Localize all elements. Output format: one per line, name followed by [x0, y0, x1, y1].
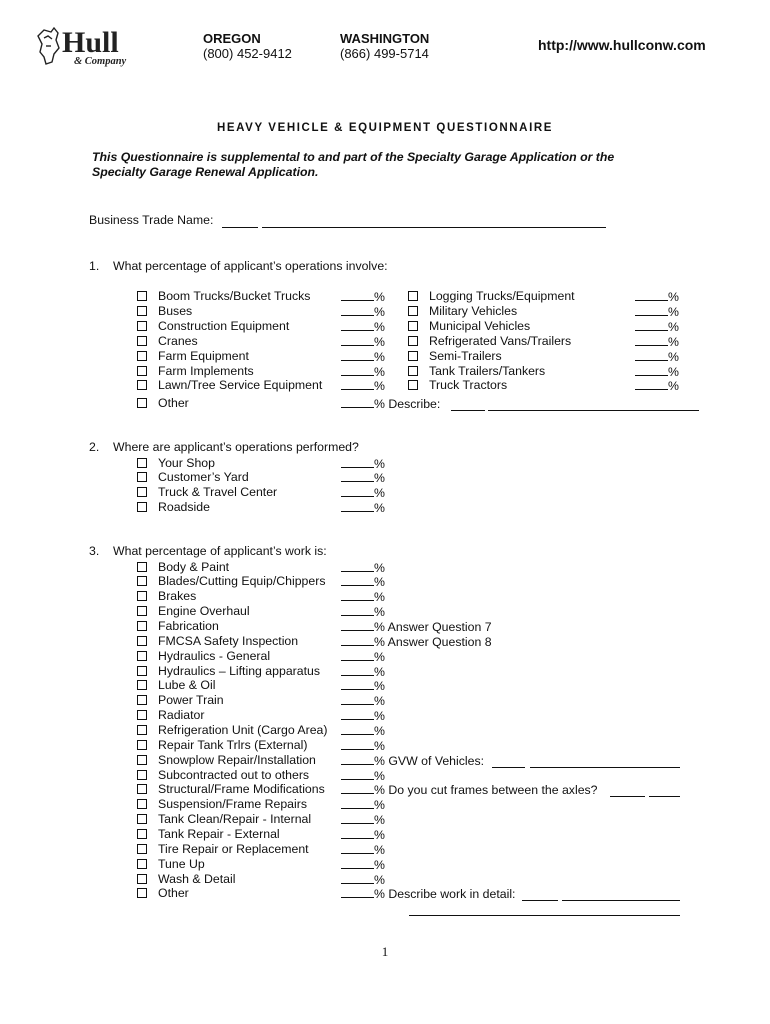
percent-sign: %: [374, 605, 385, 620]
percent-sign: %: [668, 334, 679, 349]
q3-label: Blades/Cutting Equip/Chippers: [158, 574, 326, 589]
q3-percent-field[interactable]: [341, 782, 374, 794]
q1-label: Other: [158, 396, 189, 410]
q1-percent-lawn-tree-service-equipment: [341, 378, 385, 393]
q2-percent-customer-s-yard: [341, 470, 385, 485]
q2-percent-field[interactable]: [341, 500, 374, 512]
q3-percent-tire-repair-or-replacement: [341, 842, 385, 857]
q1-percent-field[interactable]: [341, 334, 374, 346]
percent-sign: %: [374, 887, 385, 902]
q3-label: Refrigeration Unit (Cargo Area): [158, 722, 328, 737]
q3-label: Tire Repair or Replacement: [158, 841, 309, 856]
q3-percent-field[interactable]: [341, 797, 374, 809]
q1-percent-other: [341, 396, 440, 411]
q3-checkbox-structural-frame-modifications[interactable]: [137, 784, 147, 794]
percent-sign: %: [374, 290, 385, 304]
q3-percent-brakes: [341, 589, 385, 604]
q3-label: Hydraulics - General: [158, 648, 271, 663]
q1-checkbox-logging-trucks-equipment[interactable]: [408, 291, 418, 301]
q1-label: Semi-Trailers: [429, 348, 502, 363]
q3-label: FMCSA Safety Inspection: [158, 633, 299, 648]
q3-percent-power-train: [341, 693, 385, 708]
hull-company-logo: [34, 24, 160, 70]
q3-checkbox-tank-clean-repair-internal[interactable]: [137, 814, 147, 824]
q1-number: 1.: [89, 259, 100, 273]
gvw-field[interactable]: [492, 767, 525, 768]
intro-text: This Questionnaire is supplemental to and part of the Specialty Garage Application or the Specialty Garage Renewal Application.: [92, 150, 615, 179]
q3-checkbox-other[interactable]: [137, 888, 147, 898]
business-trade-name-field[interactable]: [222, 227, 258, 228]
q1-describe-field-2[interactable]: [488, 410, 699, 411]
q3-note: Describe work in detail:: [384, 887, 516, 902]
q3-percent-tune-up: [341, 857, 385, 872]
percent-sign: %: [668, 319, 679, 334]
q1-percent-field[interactable]: [341, 319, 374, 331]
percent-sign: %: [374, 456, 385, 471]
q1-percent-military-vehicles: [635, 304, 679, 319]
q1-percent-field[interactable]: [341, 349, 374, 361]
q3-percent-field[interactable]: [341, 723, 374, 735]
q1-checkbox-farm-equipment[interactable]: [137, 351, 147, 361]
q3-checkbox-tune-up[interactable]: [137, 859, 147, 869]
q3-checkbox-repair-tank-trlrs-external[interactable]: [137, 740, 147, 750]
q1-percent-field[interactable]: [341, 289, 374, 301]
q3-checkbox-tank-repair-external[interactable]: [137, 829, 147, 839]
q1-label: Lawn/Tree Service Equipment: [158, 378, 323, 393]
q1-checkbox-cranes[interactable]: [137, 336, 147, 346]
describe-work-field-3[interactable]: [409, 915, 680, 916]
q1-percent-field[interactable]: [341, 304, 374, 316]
q3-percent-field[interactable]: [341, 768, 374, 780]
q1-percent-boom-trucks-bucket-trucks: [341, 289, 385, 304]
q3-percent-field[interactable]: [341, 634, 374, 646]
q1-percent-buses: [341, 304, 385, 319]
q3-percent-blades-cutting-equip-chippers: [341, 574, 385, 589]
page-number: 1: [381, 944, 389, 959]
percent-sign: %: [374, 364, 385, 379]
q3-percent-wash-detail: [341, 872, 385, 887]
q3-checkbox-blades-cutting-equip-chippers[interactable]: [137, 576, 147, 586]
percent-sign: %: [374, 319, 385, 334]
q3-label: Hydraulics – Lifting apparatus: [158, 663, 320, 678]
percent-sign: %: [374, 397, 385, 411]
q2-percent-truck-travel-center: [341, 485, 385, 500]
q2-percent-roadside: [341, 500, 385, 515]
form-title: HEAVY VEHICLE & EQUIPMENT QUESTIONNAIRE: [216, 122, 554, 134]
q2-label: Truck & Travel Center: [158, 485, 278, 500]
q3-checkbox-fmcsa-safety-inspection[interactable]: [137, 636, 147, 646]
office-phone-oregon: (800) 452-9412: [203, 46, 292, 61]
logo-sub: & Company: [74, 56, 127, 67]
percent-sign: %: [668, 290, 679, 304]
q3-percent-field[interactable]: [341, 872, 374, 884]
q1-percent-field[interactable]: [341, 378, 374, 390]
office-state-oregon: OREGON: [203, 31, 261, 46]
q3-percent-repair-tank-trlrs-external: [341, 738, 385, 753]
q1-checkbox-construction-equipment[interactable]: [137, 321, 147, 331]
q1-percent-field[interactable]: [635, 304, 668, 316]
website-url[interactable]: http://www.hullconw.com: [538, 37, 706, 53]
q3-label: Wash & Detail: [158, 871, 236, 886]
percent-sign: %: [374, 619, 385, 634]
q1-label: Cranes: [158, 333, 198, 348]
percent-sign: %: [374, 304, 385, 319]
q1-percent-logging-trucks-equipment: [635, 289, 679, 304]
q3-label: Fabrication: [158, 618, 219, 633]
q1-percent-field[interactable]: [341, 396, 374, 408]
q3-label: Repair Tank Trlrs (External): [158, 737, 308, 752]
q2-checkbox-truck-travel-center[interactable]: [137, 487, 147, 497]
percent-sign: %: [374, 798, 385, 813]
percent-sign: %: [374, 575, 385, 590]
percent-sign: %: [668, 349, 679, 364]
cut-frames-field[interactable]: [610, 796, 645, 797]
percent-sign: %: [374, 768, 385, 783]
percent-sign: %: [374, 753, 385, 768]
q3-percent-field[interactable]: [341, 812, 374, 824]
q3-percent-fabrication: [341, 619, 492, 634]
q3-label: Structural/Frame Modifications: [158, 782, 325, 797]
percent-sign: %: [374, 649, 385, 664]
q1-label: Farm Equipment: [158, 348, 249, 363]
q3-percent-structural-frame-modifications: [341, 782, 598, 797]
q1-percent-field[interactable]: [635, 334, 668, 346]
q3-number: 3.: [89, 544, 100, 558]
q2-label: Roadside: [158, 500, 210, 515]
q3-note: Answer Question 7: [384, 619, 492, 634]
q1-checkbox-municipal-vehicles[interactable]: [408, 321, 418, 331]
q1-label: Tank Trailers/Tankers: [429, 363, 546, 378]
q3-percent-field[interactable]: [341, 619, 374, 631]
q3-percent-tank-clean-repair-internal: [341, 812, 385, 827]
q3-percent-tank-repair-external: [341, 827, 385, 842]
q1-percent-tank-trailers-tankers: [635, 364, 679, 379]
q3-checkbox-body-paint[interactable]: [137, 562, 147, 572]
q3-label: Tank Clean/Repair - Internal: [158, 812, 312, 827]
logo-name: Hull: [62, 26, 119, 59]
q1-checkbox-truck-tractors[interactable]: [408, 380, 418, 390]
q2-checkbox-roadside[interactable]: [137, 502, 147, 512]
q3-percent-field[interactable]: [341, 604, 374, 616]
q3-percent-refrigeration-unit-cargo-area: [341, 723, 385, 738]
gvw-field-2[interactable]: [530, 767, 680, 768]
q3-label: Tank Repair - External: [158, 826, 280, 841]
q1-percent-field[interactable]: [635, 364, 668, 376]
q2-label: Your Shop: [158, 455, 215, 470]
q3-percent-field[interactable]: [341, 708, 374, 720]
q1-percent-refrigerated-vans-trailers: [635, 334, 679, 349]
q1-label: Municipal Vehicles: [429, 318, 531, 333]
q3-percent-field[interactable]: [341, 738, 374, 750]
q3-checkbox-subcontracted-out-to-others[interactable]: [137, 770, 147, 780]
business-trade-name-field-2[interactable]: [262, 227, 606, 228]
percent-sign: %: [374, 590, 385, 605]
percent-sign: %: [374, 723, 385, 738]
q1-percent-field[interactable]: [635, 289, 668, 301]
q2-question: Where are applicant’s operations performed?: [113, 440, 359, 454]
percent-sign: %: [374, 857, 385, 872]
q3-checkbox-tire-repair-or-replacement[interactable]: [137, 844, 147, 854]
q2-checkbox-your-shop[interactable]: [137, 458, 147, 468]
percent-sign: %: [374, 634, 385, 649]
q2-percent-your-shop: [341, 456, 385, 471]
q1-label: Farm Implements: [158, 363, 254, 378]
q1-checkbox-military-vehicles[interactable]: [408, 306, 418, 316]
q3-label: Brakes: [158, 589, 197, 604]
percent-sign: %: [668, 364, 679, 379]
q3-checkbox-radiator[interactable]: [137, 710, 147, 720]
q2-number: 2.: [89, 440, 100, 454]
q1-label: Truck Tractors: [429, 378, 508, 393]
q3-checkbox-wash-detail[interactable]: [137, 874, 147, 884]
q3-label: Power Train: [158, 693, 224, 708]
q3-percent-field[interactable]: [341, 753, 374, 765]
q2-percent-field[interactable]: [341, 470, 374, 482]
q3-note: Answer Question 8: [384, 634, 492, 649]
cut-frames-field-2[interactable]: [649, 796, 680, 797]
q1-percent-field[interactable]: [635, 378, 668, 390]
q3-percent-field[interactable]: [341, 857, 374, 869]
q1-checkbox-refrigerated-vans-trailers[interactable]: [408, 336, 418, 346]
q1-label: Refrigerated Vans/Trailers: [429, 333, 572, 348]
office-state-washington: WASHINGTON: [340, 31, 430, 46]
q3-percent-field[interactable]: [341, 560, 374, 572]
q3-checkbox-lube-oil[interactable]: [137, 680, 147, 690]
q2-label: Customer’s Yard: [158, 470, 249, 485]
q1-describe-label: Describe:: [384, 397, 441, 411]
q3-question: What percentage of applicant’s work is:: [113, 544, 327, 558]
q1-percent-farm-implements: [341, 364, 385, 379]
q3-label: Subcontracted out to others: [158, 767, 310, 782]
q1-percent-cranes: [341, 334, 385, 349]
q3-checkbox-hydraulics-general[interactable]: [137, 651, 147, 661]
q3-label: Engine Overhaul: [158, 604, 250, 619]
q3-percent-engine-overhaul: [341, 604, 385, 619]
q3-percent-fmcsa-safety-inspection: [341, 634, 492, 649]
describe-work-field[interactable]: [522, 900, 558, 901]
q3-percent-radiator: [341, 708, 385, 723]
q1-label: Construction Equipment: [158, 318, 290, 333]
q1-percent-field[interactable]: [635, 319, 668, 331]
percent-sign: %: [374, 486, 385, 501]
describe-work-field-2[interactable]: [562, 900, 680, 901]
q1-label: Military Vehicles: [429, 303, 518, 318]
q1-percent-field[interactable]: [635, 349, 668, 361]
q3-percent-hydraulics-general: [341, 649, 385, 664]
percent-sign: %: [374, 827, 385, 842]
business-trade-name-label: Business Trade Name:: [89, 213, 214, 227]
q3-checkbox-hydraulics-lifting-apparatus[interactable]: [137, 666, 147, 676]
q3-label: Tune Up: [158, 856, 205, 871]
q1-percent-semi-trailers: [635, 349, 679, 364]
q1-percent-farm-equipment: [341, 349, 385, 364]
q3-percent-hydraulics-lifting-apparatus: [341, 664, 385, 679]
q3-percent-body-paint: [341, 560, 385, 575]
q3-percent-field[interactable]: [341, 574, 374, 586]
q3-percent-suspension-frame-repairs: [341, 797, 385, 812]
q1-label: Buses: [158, 303, 193, 318]
q1-checkbox-farm-implements[interactable]: [137, 366, 147, 376]
percent-sign: %: [374, 379, 385, 394]
q3-checkbox-brakes[interactable]: [137, 591, 147, 601]
q1-checkbox-other[interactable]: [137, 398, 147, 408]
q1-question: What percentage of applicant’s operations involve:: [113, 259, 388, 273]
q3-label: Lube & Oil: [158, 678, 216, 693]
q3-checkbox-suspension-frame-repairs[interactable]: [137, 799, 147, 809]
q2-checkbox-customer-s-yard[interactable]: [137, 472, 147, 482]
percent-sign: %: [668, 379, 679, 394]
q3-note: Do you cut frames between the axles?: [384, 783, 598, 798]
q1-describe-field[interactable]: [451, 410, 485, 411]
q3-percent-field[interactable]: [341, 827, 374, 839]
q2-percent-field[interactable]: [341, 456, 374, 468]
percent-sign: %: [374, 872, 385, 887]
percent-sign: %: [374, 813, 385, 828]
q1-percent-truck-tractors: [635, 378, 679, 393]
q1-label: Logging Trucks/Equipment: [429, 289, 575, 303]
percent-sign: %: [374, 709, 385, 724]
q3-checkbox-engine-overhaul[interactable]: [137, 606, 147, 616]
percent-sign: %: [374, 471, 385, 486]
q3-label: Suspension/Frame Repairs: [158, 797, 307, 812]
q3-percent-field[interactable]: [341, 678, 374, 690]
q3-label: Radiator: [158, 708, 205, 723]
percent-sign: %: [374, 334, 385, 349]
percent-sign: %: [374, 560, 385, 575]
percent-sign: %: [374, 694, 385, 709]
percent-sign: %: [668, 304, 679, 319]
q3-percent-field[interactable]: [341, 664, 374, 676]
percent-sign: %: [374, 842, 385, 857]
q3-label: Body & Paint: [158, 559, 230, 574]
q1-checkbox-tank-trailers-tankers[interactable]: [408, 366, 418, 376]
q3-percent-field[interactable]: [341, 886, 374, 898]
q3-percent-lube-oil: [341, 678, 385, 693]
q1-percent-field[interactable]: [341, 364, 374, 376]
q3-percent-field[interactable]: [341, 693, 374, 705]
q1-percent-construction-equipment: [341, 319, 385, 334]
q3-checkbox-refrigeration-unit-cargo-area[interactable]: [137, 725, 147, 735]
q3-label: Other: [158, 886, 189, 901]
q1-label: Boom Trucks/Bucket Trucks: [158, 289, 311, 303]
q1-checkbox-lawn-tree-service-equipment[interactable]: [137, 380, 147, 390]
q1-checkbox-semi-trailers[interactable]: [408, 351, 418, 361]
q1-checkbox-boom-trucks-bucket-trucks[interactable]: [137, 291, 147, 301]
q3-percent-subcontracted-out-to-others: [341, 768, 385, 783]
q3-percent-snowplow-repair-installation: [341, 753, 484, 768]
q3-checkbox-power-train[interactable]: [137, 695, 147, 705]
percent-sign: %: [374, 679, 385, 694]
q1-percent-municipal-vehicles: [635, 319, 679, 334]
office-phone-washington: (866) 499-5714: [340, 46, 429, 61]
percent-sign: %: [374, 738, 385, 753]
q1-checkbox-buses[interactable]: [137, 306, 147, 316]
q3-percent-field[interactable]: [341, 842, 374, 854]
percent-sign: %: [374, 664, 385, 679]
percent-sign: %: [374, 349, 385, 364]
q3-percent-field[interactable]: [341, 589, 374, 601]
q3-percent-other: [341, 886, 515, 901]
percent-sign: %: [374, 501, 385, 516]
q3-percent-field[interactable]: [341, 649, 374, 661]
q3-checkbox-snowplow-repair-installation[interactable]: [137, 755, 147, 765]
q3-note: GVW of Vehicles:: [384, 753, 485, 768]
percent-sign: %: [374, 783, 385, 798]
q3-checkbox-fabrication[interactable]: [137, 621, 147, 631]
q3-label: Snowplow Repair/Installation: [158, 752, 316, 767]
q2-percent-field[interactable]: [341, 485, 374, 497]
